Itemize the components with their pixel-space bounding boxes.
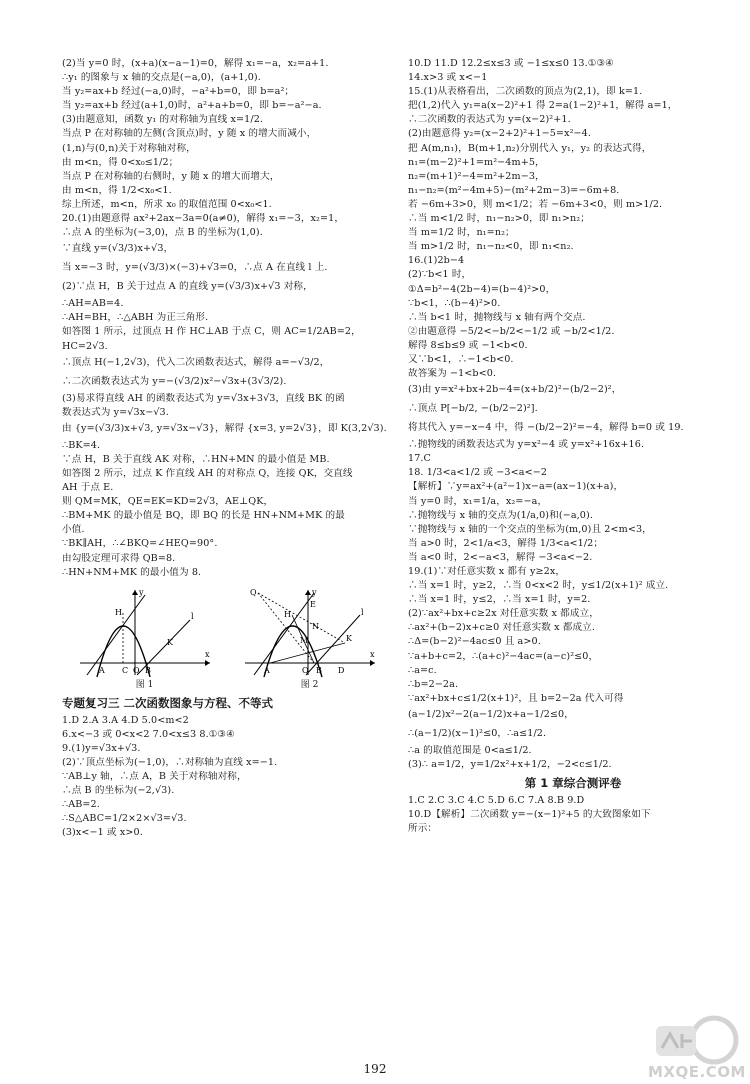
text-line: (2)当 y=0 时，(x+a)(x−a−1)=0，解得 x₁=−a，x₂=a+1. (62, 58, 329, 69)
text-line: 由勾股定理可求得 QB=8. (62, 552, 176, 564)
text-line: ∴抛物线与 x 轴的交点为(1/a,0)和(−a,0). (408, 509, 593, 521)
text-line: 【解析】∵y=ax²+(a²−1)x−a=(ax−1)(x+a)， (408, 481, 624, 493)
svg-text:K: K (345, 633, 352, 643)
svg-text:H: H (114, 607, 122, 617)
text-line: (2)∵点 H，B 关于过点 A 的直线 y=(√3/3)x+√3 对称， (62, 281, 313, 293)
text-line: ∴HN+NM+MK 的最小值为 8. (62, 566, 202, 578)
text-line: ∵直线 y=(√3/3)x+√3， (62, 243, 174, 255)
text-line: 1.D 2.A 3.A 4.D 5.0<m<2 (62, 714, 189, 726)
text-line: 15.(1)从表格看出，二次函数的顶点为(2,1)，即 k=1. (408, 86, 643, 98)
svg-text:M: M (299, 635, 308, 645)
figure-2-caption: 图 2 (300, 679, 319, 690)
answer-text-block-right (408, 58, 738, 771)
text-line: 18. 1/3<a<1/2 或 −3<a<−2 (408, 467, 548, 479)
text-line: ∴顶点 H(−1,2√3)，代入二次函数表达式，解得 a=−√3/2， (62, 356, 330, 368)
text-line: n₂=(m+1)²−4=m²+2m−3， (408, 170, 545, 182)
text-line: (2)∵ax²+bx+c≥2x 对任意实数 x 都成立， (408, 608, 599, 620)
watermark-site: MXQE.COM (648, 1063, 746, 1081)
text-line: ∴ax²+(b−2)x+c≥0 对任意实数 x 都成立. (408, 622, 596, 634)
text-line: 当 a<0 时，2<−a<3，解得 −3<a<−2. (408, 551, 593, 563)
figure-2 (240, 585, 380, 691)
text-line: 小值. (62, 524, 85, 536)
answer-text-block-2 (62, 715, 392, 840)
svg-text:Q: Q (249, 587, 257, 597)
text-line: 14.x>3 或 x<−1 (408, 72, 488, 84)
right-column (408, 58, 738, 837)
text-line: 10.D【解析】二次函数 y=−(x−1)²+5 的大致图象如下 (408, 809, 651, 821)
text-line: ∴b=2−2a. (408, 678, 459, 690)
text-line: ∵b<1，∴(b−4)²>0. (408, 297, 501, 309)
svg-text:E: E (309, 599, 316, 609)
svg-text:l: l (360, 607, 364, 617)
answer-text-block (62, 58, 392, 579)
text-line: 如答图 1 所示，过顶点 H 作 HC⊥AB 于点 C，则 AC=1/2AB=2， (62, 326, 361, 338)
text-line: ∴AH=BH，∴△ABH 为正三角形. (62, 312, 209, 324)
text-line: ∴二次函数表达式为 y=−(√3/2)x²−√3x+(3√3/2). (62, 375, 287, 387)
parabola-diagram-1 (75, 585, 215, 680)
text-line: ∴抛物线的函数表达式为 y=x²−4 或 y=x²+16x+16. (408, 439, 645, 451)
text-line: 则 QM=MK，QE=EK=KD=2√3，AE⊥QK， (62, 496, 274, 508)
text-line: n₁=(m−2)²+1=m²−4m+5， (408, 156, 545, 168)
text-line: 把(1,2)代入 y₁=a(x−2)²+1 得 2=a(1−2)²+1，解得 a=1， (408, 100, 678, 112)
text-line: (3)由 y=x²+bx+2b−4=(x+b/2)²−(b/2−2)²， (408, 384, 622, 396)
svg-text:H: H (283, 609, 291, 619)
parabola-diagram-2 (240, 585, 380, 680)
text-line: ∴BM+MK 的最小值是 BQ，即 BQ 的长是 HN+NM+MK 的最 (62, 510, 345, 522)
answer-text-block-right-2 (408, 795, 738, 835)
text-line: ∵抛物线与 x 轴的一个交点的坐标为(m,0)且 2<m<3， (408, 523, 652, 535)
text-line: ∴AH=AB=4. (62, 298, 124, 310)
svg-text:y: y (311, 587, 317, 597)
text-line: ∴Δ=(b−2)²−4ac≤0 且 a>0. (408, 636, 541, 648)
text-line: ∴当 x=1 时，y≤2，∴当 x=1 时，y=2. (408, 594, 591, 606)
text-line: ∵BK∥AH，∴∠BKQ=∠HEQ=90°. (62, 538, 218, 550)
text-line: ∴y₁ 的图象与 x 轴的交点是(−a,0)，(a+1,0). (62, 72, 261, 84)
text-line: ∴a 的取值范围是 0<a≤1/2. (408, 744, 532, 756)
svg-text:B: B (144, 665, 151, 675)
section-title-left: 专题复习三 二次函数图象与方程、不等式 (62, 695, 274, 710)
text-line: ①Δ=b²−4(2b−4)=(b−4)²>0， (408, 283, 556, 295)
svg-text:B: B (315, 665, 322, 675)
figure-1 (75, 585, 215, 691)
text-line: ∵a+b+c=2，∴(a+c)²−4ac=(a−c)²≤0， (408, 650, 599, 662)
svg-text:A: A (263, 665, 270, 675)
text-line: 解得 8≤b≤9 或 −1<b<0. (408, 339, 528, 351)
text-line: ∴当 m<1/2 时，n₁−n₂>0，即 n₁>n₂； (408, 213, 590, 225)
text-line: 把 A(m,n₁)，B(m+1,n₂)分别代入 y₁，y₂ 的表达式得， (408, 142, 652, 154)
text-line: (1,n)与(0,n)关于对称轴对称， (62, 142, 196, 154)
text-line: ∴BK=4. (62, 439, 101, 451)
text-line: ②由题意得 −5/2<−b/2<−1/2 或 −b/2<1/2. (408, 325, 615, 337)
text-line: 17.C (408, 453, 431, 465)
text-line: (2)∵b<1 时， (408, 269, 472, 281)
text-line: (3)x<−1 或 x>0. (62, 827, 143, 839)
text-line: 当 y₂=ax+b 经过(a+1,0)时，a²+a+b=0，即 b=−a²−a. (62, 100, 322, 112)
svg-text:O: O (132, 665, 140, 675)
svg-text:y: y (138, 587, 144, 597)
text-line: 19.(1)∵对任意实数 x 都有 y≥2x， (408, 566, 566, 577)
text-line: AH 于点 E. (62, 482, 114, 494)
svg-text:C: C (121, 665, 128, 675)
text-line: 1.C 2.C 3.C 4.C 5.D 6.C 7.A 8.B 9.D (408, 795, 585, 807)
svg-text:x: x (369, 649, 375, 659)
text-line: (a−1/2)x²−2(a−1/2)x+a−1/2≤0， (408, 708, 574, 720)
text-line: 由 {y=(√3/3)x+√3, y=√3x−√3}，解得 {x=3, y=2√3}，即 K(3,2√3). (62, 422, 387, 434)
text-line: (3)由题意知，函数 y₁ 的对称轴为直线 x=1/2. (62, 114, 264, 126)
text-line: 20.(1)由题意得 ax²+2ax−3a=0(a≠0)，解得 x₁=−3，x₂=1， (62, 213, 345, 225)
text-line: 6.x<−3 或 0<x<2 7.0<x≤3 8.①③④ (62, 728, 235, 740)
svg-text:N: N (311, 621, 319, 631)
text-line: (3)易求得直线 AH 的函数表达式为 y=√3x+3√3，直线 BK 的函 (62, 392, 345, 404)
text-line: 若 −6m+3>0，则 m<1/2；若 −6m+3<0，则 m>1/2. (408, 198, 663, 210)
text-line: (2)∵顶点坐标为(−1,0)，∴对称轴为直线 x=−1. (62, 756, 278, 768)
text-line: 当 a>0 时，2<1/a<3，解得 1/3<a<1/2； (408, 537, 604, 549)
text-line: 综上所述，m<n，所求 x₀ 的取值范围 0<x₀<1. (62, 198, 272, 210)
text-line: n₁−n₂=(m²−4m+5)−(m²+2m−3)=−6m+8. (408, 184, 620, 196)
text-line: ∴AB=2. (62, 799, 100, 811)
text-line: 16.(1)2b−4 (408, 255, 465, 267)
text-line: 当 x=−3 时，y=(√3/3)×(−3)+√3=0，∴点 A 在直线 l 上. (62, 262, 328, 274)
svg-text:l: l (190, 611, 194, 621)
text-line: 当 y=0 时，x₁=1/a，x₂=−a， (408, 495, 548, 507)
text-line: ∴(a−1/2)(x−1)²≤0，∴a≤1/2. (408, 727, 547, 739)
text-line: 又∵b<1，∴−1<b<0. (408, 353, 514, 365)
figure-1-caption: 图 1 (135, 679, 154, 690)
svg-text:O: O (301, 665, 309, 675)
text-line: ∴顶点 P[−b/2, −(b/2−2)²]. (408, 403, 538, 415)
text-line: 数表达式为 y=√3x−√3. (62, 406, 169, 418)
text-line: HC=2√3. (62, 340, 108, 352)
text-line: ∵AB⊥y 轴，∴点 A，B 关于对称轴对称， (62, 771, 247, 782)
text-line: (2)由题意得 y₂=(x−2+2)²+1−5=x²−4. (408, 128, 592, 140)
text-line: 当 m>1/2 时，n₁−n₂<0，即 n₁<n₂. (408, 241, 574, 253)
text-line: ∴a=c. (408, 664, 437, 676)
text-line: 所示： (408, 823, 438, 835)
text-line: ∵ax²+bx+c≤1/2(x+1)²，且 b=2−2a 代入可得 (408, 692, 624, 704)
svg-text:A: A (98, 665, 105, 675)
svg-text:x: x (204, 649, 210, 659)
text-line: 由 m<n，得 0<x₀≤1/2； (62, 156, 179, 168)
text-line: (3)∴ a=1/2，y=1/2x²+x+1/2，−2<c≤1/2. (408, 759, 612, 771)
text-line: ∵点 H，B 关于直线 AK 对称，∴HN+MN 的最小值是 MB. (62, 453, 330, 465)
text-line: ∴点 B 的坐标为(−2,√3). (62, 785, 175, 797)
text-line: 当 m=1/2 时，n₁=n₂； (408, 227, 515, 239)
svg-text:K: K (166, 637, 173, 647)
section-title-right: 第 1 章综合测评卷 (524, 776, 622, 791)
left-column (62, 58, 392, 841)
text-line: 9.(1)y=√3x+√3. (62, 742, 141, 754)
text-line: ∴二次函数的表达式为 y=(x−2)²+1. (408, 114, 571, 126)
text-line: ∴当 b<1 时，抛物线与 x 轴有两个交点. (408, 311, 586, 323)
svg-text:D: D (337, 665, 344, 675)
text-line: ∴S△ABC=1/2×2×√3=√3. (62, 813, 187, 825)
text-line: 10.D 11.D 12.2≤x≤3 或 −1≤x≤0 13.①③④ (408, 58, 614, 69)
text-line: ∴当 x=1 时，y≥2，∴当 0<x<2 时，y≤1/2(x+1)² 成立. (408, 580, 669, 592)
page-number: 192 (363, 1062, 387, 1076)
text-line: ∴点 A 的坐标为(−3,0)，点 B 的坐标为(1,0). (62, 227, 263, 239)
text-line: 当点 P 在对称轴的右侧时，y 随 x 的增大而增大， (62, 170, 280, 182)
text-line: 故答案为 −1<b<0. (408, 368, 497, 380)
text-line: 将其代入 y=−x−4 中，得 −(b/2−2)²=−4，解得 b=0 或 19. (408, 422, 684, 434)
text-line: 当 y₂=ax+b 经过(−a,0)时，−a²+b=0，即 b=a²； (62, 86, 295, 98)
text-line: 由 m<n，得 1/2<x₀<1. (62, 184, 172, 196)
figure-row (62, 585, 392, 691)
text-line: 当点 P 在对称轴的左侧(含顶点)时，y 随 x 的增大而减小， (62, 128, 317, 140)
text-line: 如答图 2 所示，过点 K 作直线 AH 的对称点 Q，连接 QK，交直线 (62, 467, 353, 479)
